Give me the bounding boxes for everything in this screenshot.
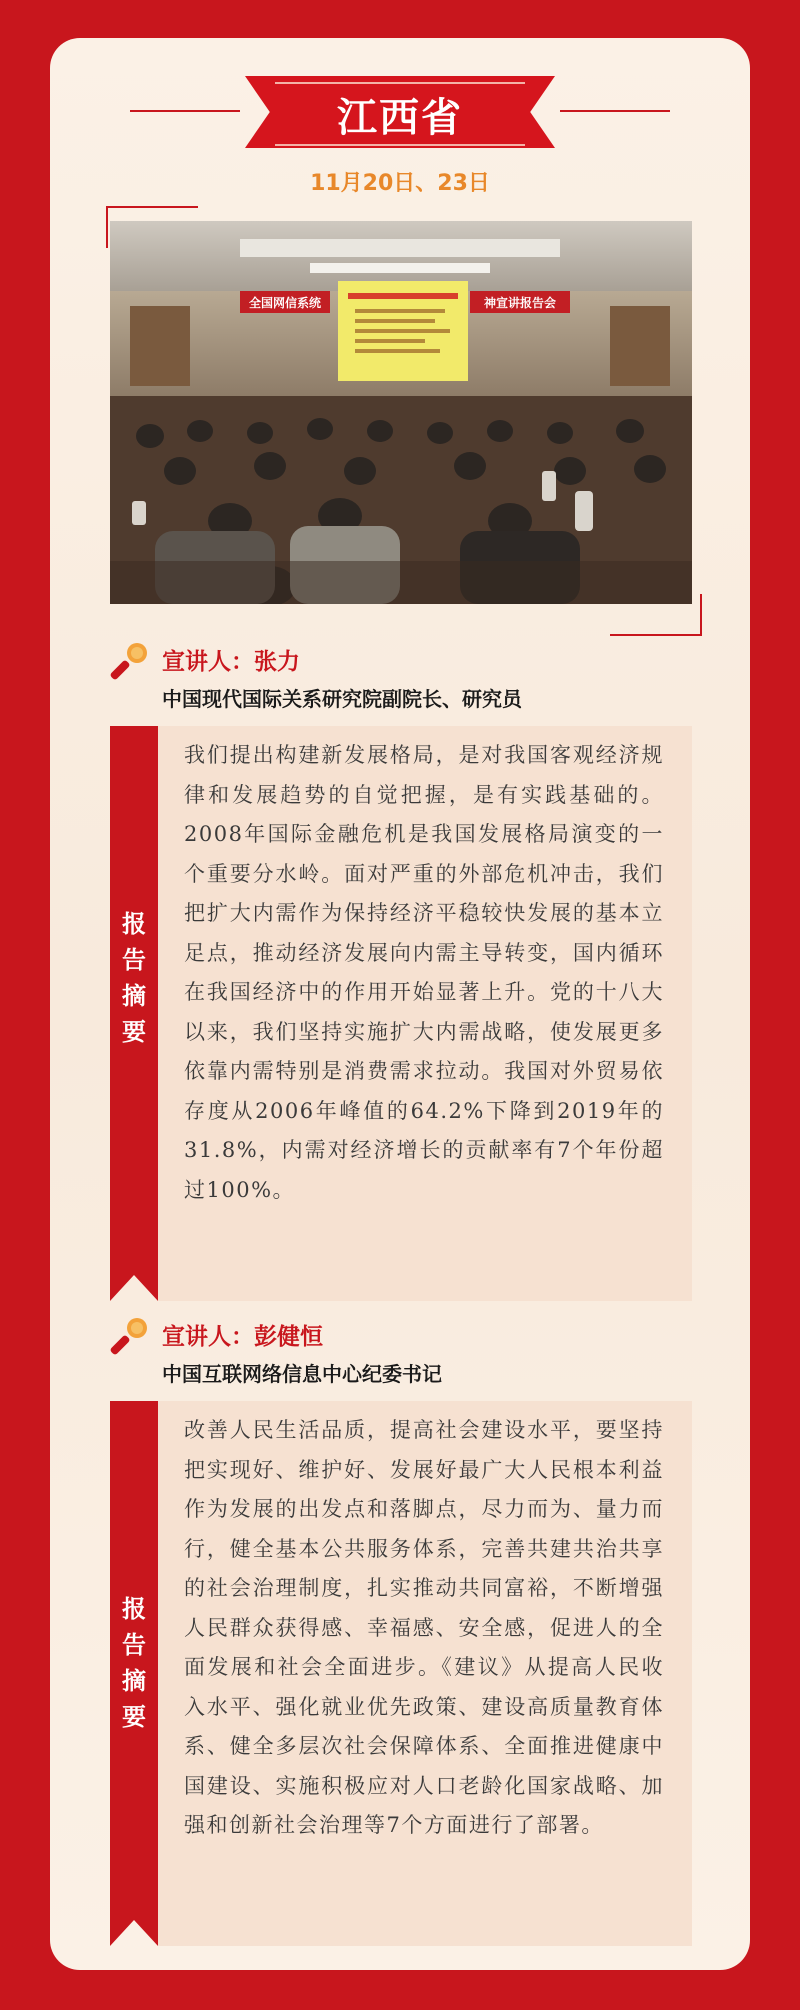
speaker-prefix: 宣讲人： [162,1324,254,1350]
speaker-name: 彭健恒 [254,1324,323,1350]
report-abstract-2 [110,1401,692,1946]
abstract-label-char: 要 [122,1702,146,1731]
abstract-label [110,1591,158,1735]
abstract-label-char: 告 [122,1630,146,1659]
abstract-label-char: 要 [122,1017,146,1046]
abstract-label [110,906,158,1050]
content-card [50,38,750,1970]
header-line-right [560,110,670,112]
abstract-label-char: 摘 [122,1666,146,1695]
abstract-label-char: 告 [122,945,146,974]
event-photo [110,221,692,604]
header-banner-inner [275,82,525,146]
report-abstract-1 [110,726,692,1301]
microphone-icon [110,1316,150,1356]
abstract-text: 改善人民生活品质，提高社会建设水平，要坚持把实现好、维护好、发展好最广大人民根本利益作为发展的出发点和落脚点，尽力而为、量力而行，健全基本公共服务体系，完善共建共治共享的社会治理制度，扎实推动共同富裕，不断增强人民群众获得感、幸福感、安全感，促进人的全面发展和社会全面进步。《建议》从提高人民收入水平、强化就业优先政策、建设高质量教育体系、健全多层次社会保障体系、全面推进健康中国建设、实施积极应对人口老龄化国家战略、加强和创新社会治理等7个方面进行了部署。 [184,1418,664,1837]
microphone-icon [110,641,150,681]
header-line-left [130,110,240,112]
photo-banner-left: 全国网信系统 [248,296,322,310]
photo-banner-right: 神宣讲报告会 [483,296,557,310]
abstract-label-char: 报 [122,909,146,938]
speaker-title: 中国互联网络信息中心纪委书记 [162,1362,442,1386]
speaker-title: 中国现代国际关系研究院副院长、研究员 [162,687,522,711]
abstract-text: 我们提出构建新发展格局，是对我国客观经济规律和发展趋势的自觉把握，是有实践基础的。2008年国际金融危机是我国发展格局演变的一个重要分水岭。面对严重的外部危机冲击，我们把扩大内需作为保持经济平稳较快发展的基本立足点，推动经济发展向内需主导转变，国内循环在我国经济中的作用开始显著上升。党的十八大以来，我们坚持实施扩大内需战略，使发展更多依靠内需特别是消费需求拉动。我国对外贸易依存度从2006年峰值的64.2%下降到2019年的31.8%，内需对经济增长的贡献率有7个年份超过100%。 [184,743,664,1202]
abstract-label-char: 报 [122,1594,146,1623]
speaker-prefix: 宣讲人： [162,649,254,675]
abstract-label-char: 摘 [122,981,146,1010]
speaker-name: 张力 [254,649,300,675]
event-dates: 11月20日、23日 [310,171,490,196]
province-title: 江西省 [337,94,463,141]
